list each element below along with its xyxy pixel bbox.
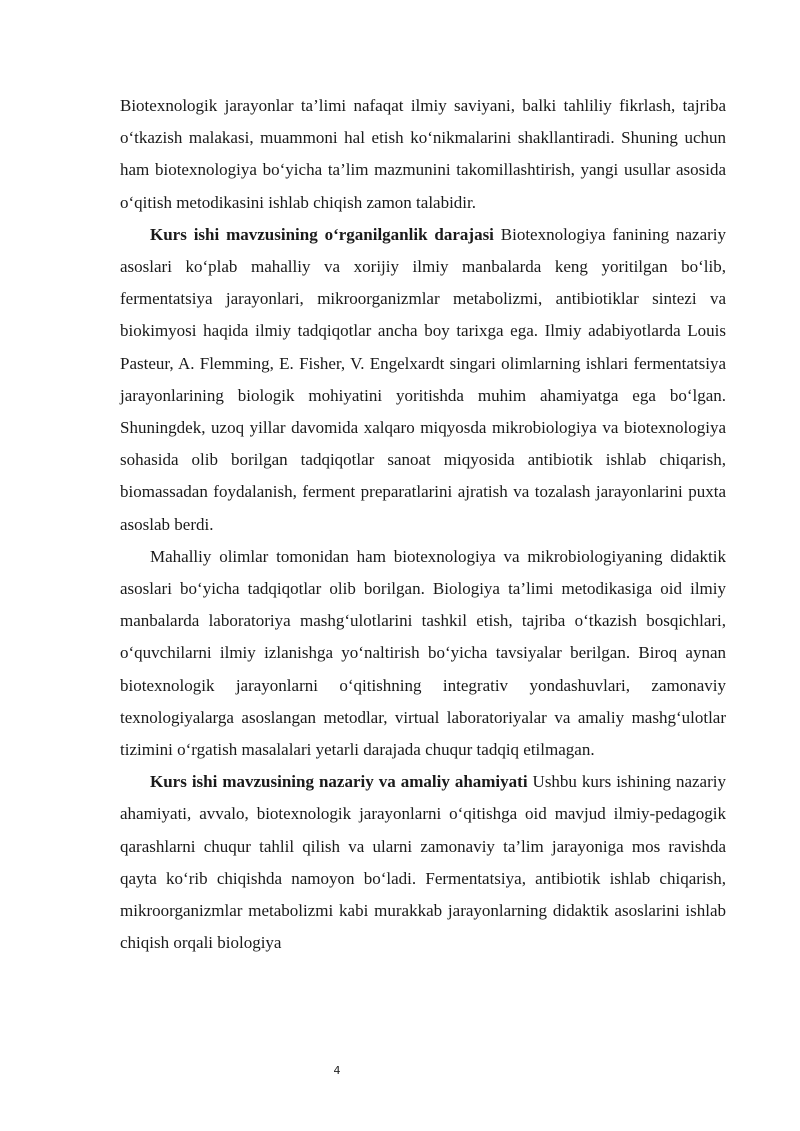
- paragraph-study-level-heading: Kurs ishi mavzusining o‘rganilganlik darajasi: [150, 224, 494, 244]
- paragraph-intro: [120, 90, 726, 219]
- paragraph-significance-heading: Kurs ishi mavzusining nazariy va amaliy ahamiyati: [150, 772, 528, 792]
- paragraph-significance-text: Ushbu kurs ishining nazariy ahamiyati, avvalo, biotexnologik jarayonlarni o‘qitishga oid mavjud ilmiy-pedagogik qarashlarni chuqur tahlil qilish va ularni zamonaviy ta’lim jarayoniga mos ravishda qayta ko‘rib chiqishda namoyon bo‘ladi. Fermentatsiya, antibiotik ishlab chiqarish, mikroorganizmlar metabolizmi kabi murakkab jarayonlarning didaktik asoslarini ishlab chiqish orqali biologiya: [120, 772, 726, 953]
- document-page: [120, 90, 726, 959]
- paragraph-study-level: [120, 219, 726, 541]
- page-number: 4: [333, 1064, 341, 1077]
- paragraph-intro-text: Biotexnologik jarayonlar ta’limi nafaqat ilmiy saviyani, balki tahliliy fikrlash, tajriba o‘tkazish malakasi, muammoni hal etish ko‘nikmalarini shakllantiradi. Shuning uchun ham biotexnologiya bo‘yicha ta’lim mazmunini takomillashtirish, yangi usullar asosida o‘qitish metodikasini ishlab chiqish zamon talabidir.: [120, 96, 726, 212]
- paragraph-local-scholars-text: Mahalliy olimlar tomonidan ham biotexnologiya va mikrobiologiyaning didaktik asoslari bo‘yicha tadqiqotlar olib borilgan. Biologiya ta’limi metodikasiga oid ilmiy manbalarda laboratoriya mashg‘ulotlarini tashkil etish, tajriba o‘tkazish bosqichlari, o‘quvchilarni ilmiy izlanishga yo‘naltirish bo‘yicha tavsiyalar berilgan. Biroq aynan biotexnologik jarayonlarni o‘qitishning integrativ yondashuvlari, zamonaviy texnologiyalarga asoslangan metodlar, virtual laboratoriyalar va amaliy mashg‘ulotlar tizimini o‘rgatish masalalari yetarli darajada chuqur tadqiq etilmagan.: [120, 546, 726, 760]
- paragraph-local-scholars: [120, 541, 726, 766]
- paragraph-significance: [120, 766, 726, 959]
- paragraph-study-level-text: Biotexnologiya fanining nazariy asoslari ko‘plab mahalliy va xorijiy ilmiy manbalarda keng yoritilgan bo‘lib, fermentatsiya jarayonlari, mikroorganizmlar metabolizmi, antibiotiklar sintezi va biokimyosi haqida ilmiy tadqiqotlar ancha boy tarixga ega. Ilmiy adabiyotlarda Louis Pasteur, A. Flemming, E. Fisher, V. Engelxardt singari olimlarning ishlari fermentatsiya jarayonlarining biologik mohiyatini yoritishda muhim ahamiyatga ega bo‘lgan. Shuningdek, uzoq yillar davomida xalqaro miqyosda mikrobiologiya va biotexnologiya sohasida olib borilgan tadqiqotlar sanoat miqyosida antibiotik ishlab chiqarish, biomassadan foydalanish, ferment preparatlarini ajratish va tozalash jarayonlarini puxta asoslab berdi.: [120, 224, 726, 534]
